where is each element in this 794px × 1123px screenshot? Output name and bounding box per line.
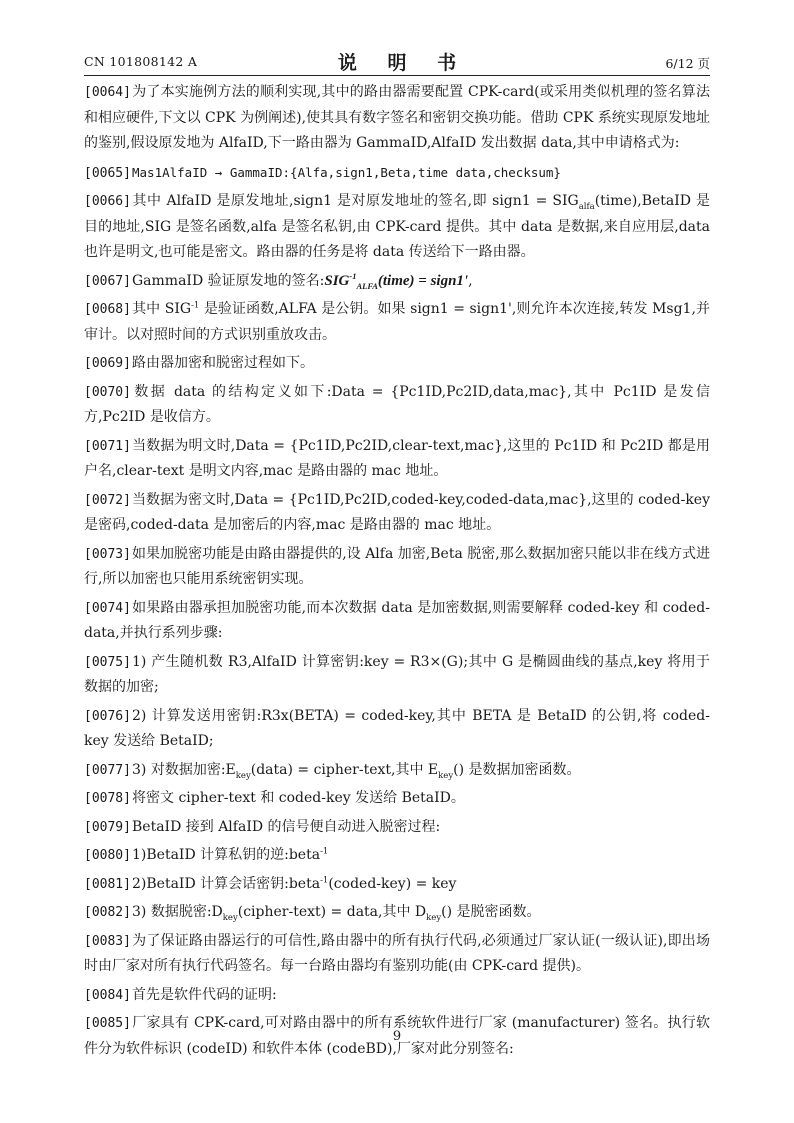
- page-header: [84, 46, 710, 76]
- subscript: key: [222, 912, 238, 923]
- paragraph-text: 1)BetaID 计算私钥的逆:beta: [132, 847, 321, 863]
- paragraph-text: 当数据为明文时,Data = {Pc1ID,Pc2ID,clear-text,mac},这里的 Pc1ID 和 Pc2ID 都是用户名,clear-text 是明文内容,mac 是路由器的 mac 地址。: [84, 437, 710, 479]
- paragraph-text: 数据 data 的结构定义如下:Data = {Pc1ID,Pc2ID,data,mac},其中 Pc1ID 是发信方,Pc2ID 是收信方。: [84, 383, 710, 425]
- document-number: CN 101808142 A: [84, 54, 198, 69]
- paragraph-0079: [84, 815, 710, 841]
- paragraph-text: 2) 计算发送用密钥:R3x(BETA) = coded-key,其中 BETA 是 BetaID 的公钥,将 coded-key 发送给 BetaID;: [84, 707, 710, 749]
- paragraph-number: [0074]: [84, 600, 131, 616]
- paragraph-text: () 是脱密函数。: [441, 904, 541, 920]
- paragraph-number: [0069]: [84, 356, 131, 371]
- paragraph-number: [0082]: [84, 905, 131, 920]
- paragraph-text: ,: [468, 272, 473, 289]
- body-text: [84, 80, 710, 1065]
- paragraph-text: (coded-key) = key: [328, 875, 457, 892]
- paragraph-0076: [84, 704, 710, 755]
- paragraph-0077: [84, 758, 710, 784]
- paragraph-number: [0068]: [84, 302, 131, 317]
- paragraph-text: BetaID 接到 AlfaID 的信号便自动进入脱密过程:: [132, 818, 441, 835]
- signature-verification-formula: $SIG^{-1}_{ALFA}(time)$ = sign1': [324, 270, 469, 291]
- paragraph-number: [0081]: [84, 876, 131, 892]
- page-number: 9: [392, 1029, 402, 1044]
- paragraph-text: 如果加脱密功能是由路由器提供的,设 Alfa 加密,Beta 脱密,那么数据加密只能以非在线方式进行,所以加密也只能用系统密钥实现。: [84, 545, 710, 587]
- paragraph-0064: [84, 80, 710, 157]
- paragraph-number: [0067]: [84, 273, 131, 289]
- superscript: -1: [191, 300, 200, 311]
- paragraph-text: () 是数据加密函数。: [453, 761, 581, 778]
- paragraph-number: [0084]: [84, 987, 131, 1003]
- paragraph-text: 为了保证路由器运行的可信性,路由器中的所有执行代码,必须通过厂家认证(一级认证),即出场时由厂家对所有执行代码签名。每一台路由器均有鉴别功能(由 CPK-card 提供)。: [84, 932, 710, 974]
- superscript: -1: [320, 846, 329, 857]
- paragraph-text: 当数据为密文时,Data = {Pc1ID,Pc2ID,coded-key,coded-data,mac},这里的 coded-key 是密码,coded-data 是加密后的内容,mac 是路由器的 mac 地址。: [84, 491, 710, 533]
- paragraph-number: [0078]: [84, 791, 131, 806]
- paragraph-text: (cipher-text) = data,其中 D: [237, 904, 427, 920]
- paragraph-number: [0079]: [84, 819, 131, 835]
- paragraph-number: [0073]: [84, 546, 131, 562]
- paragraph-0069: [84, 351, 710, 377]
- paragraph-text: 首先是软件代码的证明:: [132, 986, 277, 1003]
- paragraph-text: (time),BetaID 是目的地址,SIG 是签名函数,alfa 是签名私钥,由 CPK-card 提供。其中 data 是数据,来自应用层,data 也许是明文,也可能是密文。路由器的任务是将 data 传送给下一路由器。: [84, 193, 710, 260]
- subscript: key: [438, 770, 454, 781]
- paragraph-0078: [84, 786, 710, 812]
- paragraph-0074: [84, 596, 710, 647]
- paragraph-0070: [84, 380, 710, 431]
- page-info: 6/12 页: [665, 56, 710, 71]
- paragraph-number: [0075]: [84, 654, 131, 670]
- paragraph-0067: [84, 269, 710, 295]
- paragraph-number: [0077]: [84, 762, 131, 778]
- paragraph-text: 路由器加密和脱密过程如下。: [132, 355, 314, 371]
- paragraph-0066: [84, 189, 710, 266]
- paragraph-number: [0065]: [84, 165, 131, 181]
- paragraph-number: [0064]: [84, 85, 131, 100]
- paragraph-number: [0076]: [84, 708, 131, 724]
- paragraph-0081: [84, 872, 710, 898]
- paragraph-text: (data) = cipher-text,其中 E: [250, 761, 439, 778]
- paragraph-number: [0066]: [84, 194, 131, 209]
- paragraph-text: 如果路由器承担加脱密功能,而本次数据 data 是加密数据,则需要解释 coded-key 和 coded-data,并执行系列步骤:: [84, 599, 710, 641]
- paragraph-0068: [84, 297, 710, 348]
- paragraph-0065: [84, 160, 710, 187]
- paragraph-0075: [84, 650, 710, 701]
- paragraph-text: GammaID 验证原发地的签名:: [132, 272, 325, 289]
- paragraph-number: [0071]: [84, 438, 131, 454]
- paragraph-text: 2)BetaID 计算会话密钥:beta: [132, 875, 321, 892]
- paragraph-text: 将密文 cipher-text 和 coded-key 发送给 BetaID。: [132, 790, 465, 806]
- paragraph-text: 其中 AlfaID 是原发地址,sign1 是对原发地址的签名,即 sign1 = SIG: [132, 193, 579, 209]
- paragraph-0080: [84, 843, 710, 869]
- paragraph-number: [0070]: [84, 384, 131, 400]
- paragraph-0071: [84, 434, 710, 485]
- paragraph-text: 其中 SIG: [132, 301, 192, 317]
- subscript: alfa: [578, 201, 595, 212]
- paragraph-0073: [84, 542, 710, 593]
- paragraph-number: [0072]: [84, 492, 131, 508]
- paragraph-0072: [84, 488, 710, 539]
- message-format: Mas1AlfaID → GammaID:{Alfa,sign1,Beta,time data,checksum}: [132, 164, 561, 180]
- paragraph-text: 3) 对数据加密:E: [132, 761, 236, 778]
- paragraph-number: [0083]: [84, 933, 131, 949]
- paragraph-number: [0085]: [84, 1016, 131, 1031]
- header-divider: [84, 75, 710, 76]
- subscript: key: [426, 912, 442, 923]
- superscript: -1: [320, 874, 329, 885]
- subscript: key: [235, 770, 251, 781]
- paragraph-0083: [84, 929, 710, 980]
- document-title: 说 明 书: [337, 52, 469, 74]
- paragraph-text: 3) 数据脱密:D: [132, 904, 223, 920]
- paragraph-text: 厂家具有 CPK-card,可对路由器中的所有系统软件进行厂家 (manufacturer) 签名。执行软件分为软件标识 (codeID) 和软件本体 (codeBD),厂家对此分别签名:: [84, 1015, 710, 1057]
- paragraph-0082: [84, 900, 710, 926]
- paragraph-text: 为了本实施例方法的顺利实现,其中的路由器需要配置 CPK-card(或采用类似机理的签名算法和相应硬件,下文以 CPK 为例阐述),使其具有数字签名和密钥交换功能。借助 CPK 系统实现原发地址的鉴别,假设原发地为 AlfaID,下一路由器为 GammaID,AlfaID 发出数据 data,其中申请格式为:: [84, 84, 710, 151]
- paragraph-text: 是验证函数,ALFA 是公钥。如果 sign1 = sign1',则允许本次连接,转发 Msg1,并审计。以对照时间的方式识别重放攻击。: [84, 301, 710, 343]
- paragraph-0084: [84, 983, 710, 1009]
- paragraph-text: 1) 产生随机数 R3,AlfaID 计算密钥:key = R3×(G);其中 G 是椭圆曲线的基点,key 将用于数据的加密;: [84, 653, 710, 695]
- paragraph-number: [0080]: [84, 848, 131, 863]
